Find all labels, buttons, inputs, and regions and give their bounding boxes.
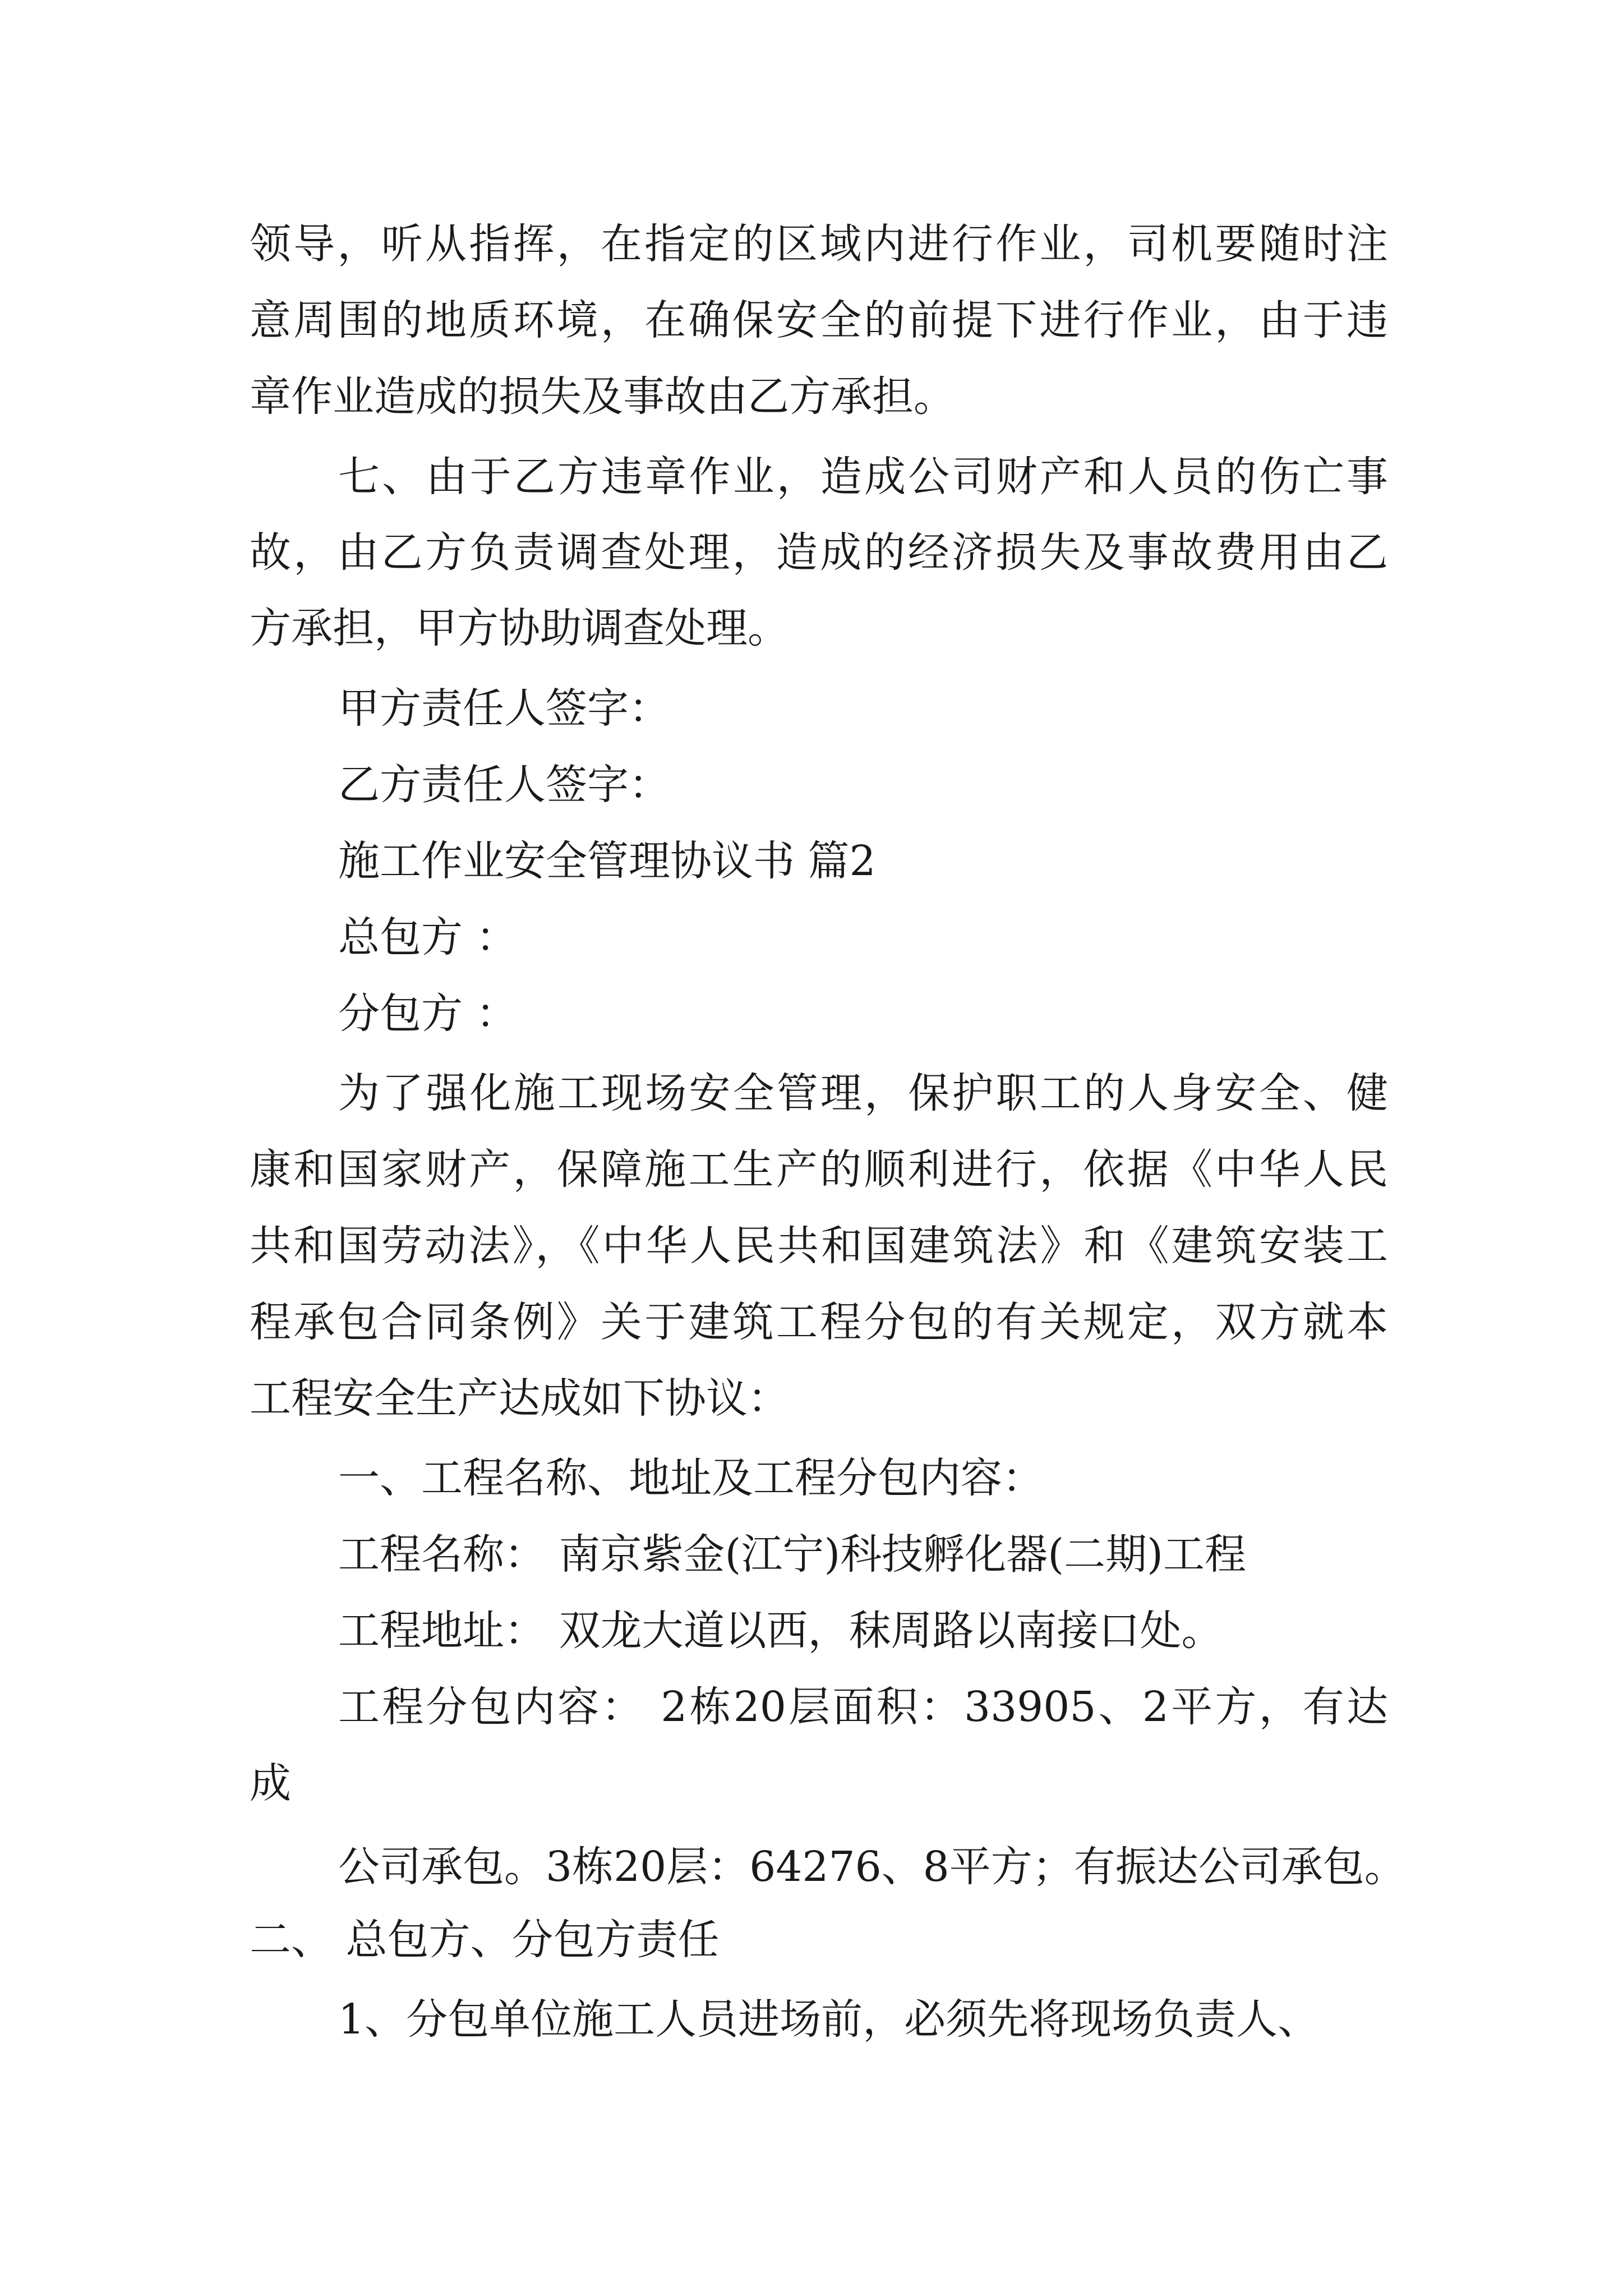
body-text-line: 章作业造成的损失及事故由乙方承担。 [250,372,955,421]
subcontractor-line: 分包方 ： [338,990,518,1038]
body-text-line: 为了强化施工现场安全管理，保护职工的人身安全、健 [338,1069,1388,1117]
body-text-line: 成 [250,1759,291,1807]
general-contractor-line: 总包方 ： [338,913,518,961]
body-text-line: 1、分包单位施工人员进场前，必须先将现场负责人、 [338,1995,1320,2044]
body-text-line: 七、由于乙方违章作业，造成公司财产和人员的伤亡事 [338,453,1388,501]
body-text-line: 工程安全生产达成如下协议： [250,1374,789,1423]
project-address-line: 工程地址： 双龙大道以西，秣周路以南接口处。 [338,1607,1223,1655]
clause-heading: 一、工程名称、地址及工程分包内容： [338,1454,1044,1502]
project-name-line: 工程名称： 南京紫金(江宁)科技孵化器(二期)工程 [338,1530,1247,1579]
body-text-line: 公司承包。3栋20层：64276、8平方；有振达公司承包。 [338,1843,1406,1891]
body-text-line: 故，由乙方负责调查处理，造成的经济损失及事故费用由乙 [250,528,1388,577]
section-heading: 施工作业安全管理协议书 篇2 [338,837,876,885]
body-text-line: 康和国家财产，保障施工生产的顺利进行，依据《中华人民 [250,1145,1388,1194]
clause-heading: 二、 总包方、分包方责任 [250,1916,720,1964]
signature-line-party-b: 乙方责任人签字： [338,761,670,809]
body-text-line: 共和国劳动法》，《中华人民共和国建筑法》和《建筑安装工 [250,1222,1388,1270]
body-text-line: 领导，听从指挥，在指定的区域内进行作业，司机要随时注 [250,220,1388,268]
body-text-line: 程承包合同条例》关于建筑工程分包的有关规定，双方就本 [250,1298,1388,1346]
signature-line-party-a: 甲方责任人签字： [338,684,670,733]
body-text-line: 方承担，甲方协助调查处理。 [250,604,789,652]
subcontract-scope-line: 工程分包内容： 2栋20层面积：33905、2平方，有达 [338,1683,1388,1731]
body-text-line: 意周围的地质环境，在确保安全的前提下进行作业，由于违 [250,296,1388,344]
